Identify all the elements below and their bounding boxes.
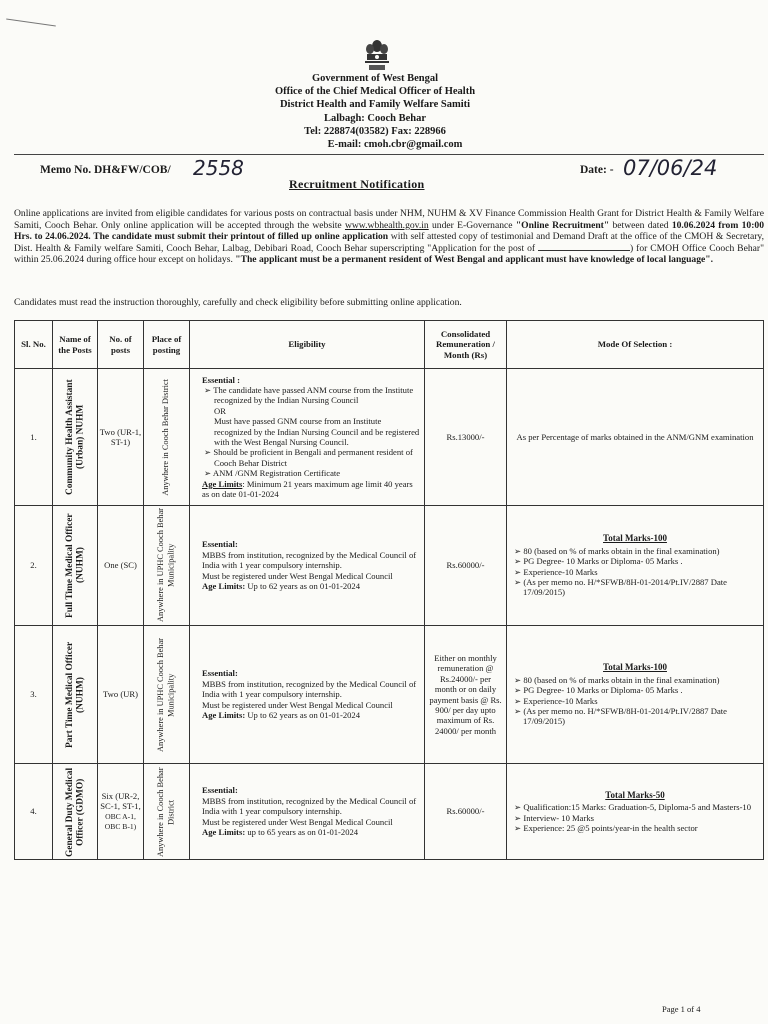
- eligibility-item: ➢ Should be proficient in Bengali and permanent resident of Cooch Behar District: [204, 447, 413, 468]
- row-place: Anywhere in UPHC Cooch Behar Municipality: [156, 637, 176, 752]
- row-sl-no: 4.: [15, 764, 53, 860]
- age-limits-label: Age Limits:: [202, 581, 246, 592]
- date-handwritten-value: 07/06/24: [623, 156, 718, 180]
- selection-item: ➢ 80 (based on % of marks obtain in the final examination): [514, 545, 720, 556]
- intro-text-6: ) for CMOH Office Cooch Behar" within 25.06.2024 during office hour except on holidays.: [14, 242, 765, 266]
- selection-item: ➢ Experience-10 Marks: [514, 695, 598, 706]
- row-place-cell: [144, 506, 190, 626]
- age-limits-label: Age Limits:: [202, 710, 246, 721]
- header-eligibility: Eligibility: [190, 321, 425, 369]
- row-mode-of-selection: [507, 626, 764, 764]
- total-marks: Total Marks-100: [603, 533, 667, 544]
- scan-mark: [6, 19, 56, 27]
- website-link[interactable]: www.wbhealth.gov.in: [344, 219, 429, 231]
- eligibility-item: MBBS from institution, recognized by the Medical Council of India with 1 year compulsory internship.: [202, 678, 417, 700]
- essential-label: Essential:: [202, 668, 238, 679]
- row-post-name-cell: [53, 764, 98, 860]
- table-row: [15, 369, 764, 506]
- intro-text-3: between dated: [609, 219, 672, 231]
- header-remuneration: Consolidated Remuneration / Month (Rs): [425, 321, 507, 369]
- eligibility-item: MBBS from institution, recognized by the Medical Council of India with 1 year compulsory internship.: [202, 795, 417, 817]
- header-phone: Tel: 228874(03582) Fax: 228966: [304, 125, 446, 137]
- intro-text-5: with self attested copy of testimonial and Demand Draft at the office of the CMOH & Secretary, Dist. Health & Family welfare Samiti, Cooch Behar, Lalbag, Debibari Road, Cooch Behar superscripting "Application for the post of: [14, 231, 764, 254]
- header-sl-no: Sl. No.: [15, 321, 53, 369]
- selection-item: ➢ Qualification:15 Marks: Graduation-5, Diploma-5 and Masters-10: [514, 802, 752, 813]
- row-remuneration: Rs.60000/-: [425, 764, 507, 860]
- row-place-cell: [144, 764, 190, 860]
- selection-item: ➢ (As per memo no. H/*SFWB/8H-01-2014/Pt.IV/2887 Date 17/09/2015): [514, 705, 727, 727]
- age-limits-value: up to 65 years as on 01-01-2024: [245, 827, 359, 838]
- age-limits: [202, 581, 420, 591]
- online-recruitment-text: "Online Recruitment": [515, 219, 610, 231]
- row-no-of-posts: Two (UR): [98, 626, 144, 764]
- eligibility-item: MBBS from institution, recognized by the Medical Council of India with 1 year compulsory internship.: [202, 549, 417, 571]
- row-sl-no: 2.: [15, 506, 53, 626]
- row-sl-no: 1.: [15, 369, 53, 506]
- table-row: [15, 764, 764, 860]
- header-government: Government of West Bengal: [311, 73, 439, 84]
- row-remuneration: Either on monthly remuneration @ Rs.24000/- per month or on daily payment basis @ Rs. 900/ per day upto maximum of Rs. 24000/ per month: [425, 626, 507, 764]
- memo-date: [580, 156, 718, 180]
- row-place: Anywhere in Cooch Behar District: [156, 766, 176, 857]
- age-limits: [202, 710, 420, 720]
- header-samiti: District Health and Family Welfare Samiti: [279, 99, 471, 111]
- row-place-cell: [144, 369, 190, 506]
- row-eligibility: [190, 626, 425, 764]
- post-name-blank: [538, 243, 630, 251]
- age-limits: [202, 827, 420, 837]
- row-remuneration: Rs.13000/-: [425, 369, 507, 506]
- row-eligibility: [190, 764, 425, 860]
- selection-item: ➢ (As per memo no. H/*SFWB/8H-01-2014/Pt.IV/2887 Date 17/09/2015): [514, 576, 727, 598]
- memo-handwritten-number: 2558: [193, 156, 244, 180]
- eligibility-item: Must be registered under West Bengal Medical Council: [202, 816, 393, 827]
- header-post-name: Name of the Posts: [53, 321, 98, 369]
- age-limits-label: Age Limits:: [202, 827, 246, 838]
- row-post-name-cell: [53, 626, 98, 764]
- application-dates: 10.06.2024 from 10:00 Hrs. to 24.06.2024.: [14, 219, 765, 243]
- header-no-of-posts: No. of posts: [98, 321, 144, 369]
- row-place-cell: [144, 626, 190, 764]
- row-no-of-posts: [98, 764, 144, 860]
- header-email: E-mail: cmoh.cbr@gmail.com: [327, 139, 463, 151]
- row-eligibility: [190, 506, 425, 626]
- row-post-name-cell: [53, 369, 98, 506]
- header-address: Lalbagh: Cooch Behar: [323, 112, 427, 124]
- header-office: Office of the Chief Medical Officer of Health: [274, 86, 476, 98]
- row-remuneration: Rs.60000/-: [425, 506, 507, 626]
- header-divider: [14, 154, 764, 155]
- selection-item: ➢ 80 (based on % of marks obtain in the final examination): [514, 674, 720, 685]
- essential-label: Essential :: [202, 374, 240, 385]
- residency-requirement: "The applicant must be a permanent resident of West Bengal and applicant must have knowledge of local language".: [235, 254, 714, 266]
- row-post-name: Community Health Assistant (Urban) NUHM: [64, 379, 85, 495]
- total-marks: Total Marks-100: [603, 662, 667, 673]
- row-mode-of-selection: As per Percentage of marks obtained in the ANM/GNM examination: [507, 369, 764, 506]
- row-post-name: Part Time Medical Officer (NUHM): [64, 641, 85, 748]
- intro-text-2: under E-Governance: [428, 219, 516, 231]
- header-mode-of-selection: Mode Of Selection :: [507, 321, 764, 369]
- selection-item: ➢ Experience: 25 @5 points/year-in the health sector: [514, 822, 698, 833]
- age-limits-value: Up to 62 years as on 01-01-2024: [245, 710, 361, 721]
- intro-text-1: Online applications are invited from eligible candidates for various posts on contractual basis under NHM, NUHM & XV Finance Commission Health Grant for District Health & Family Welfare Samiti, Cooch Behar. Only online application will be accepted through the website: [14, 208, 764, 231]
- selection-item: ➢ PG Degree- 10 Marks or Diploma- 05 Marks .: [514, 556, 683, 567]
- eligibility-item: ➢ ANM /GNM Registration Certificate: [204, 468, 341, 479]
- table-header-row: [15, 321, 764, 369]
- eligibility-item: Must be registered under West Bengal Medical Council: [202, 570, 393, 581]
- posts-table: [14, 320, 764, 860]
- row-sl-no: 3.: [15, 626, 53, 764]
- posts-count-obc: OBC A-1, OBC B-1): [104, 811, 137, 831]
- essential-label: Essential:: [202, 785, 238, 796]
- selection-item: ➢ Experience-10 Marks: [514, 566, 598, 577]
- instruction-note: Candidates must read the instruction thoroughly, carefully and check eligibility before submitting online application.: [14, 297, 462, 308]
- row-mode-of-selection: [507, 506, 764, 626]
- row-post-name: General Duty Medical Officer (GDMO): [64, 766, 85, 857]
- eligibility-or: OR: [214, 405, 226, 416]
- row-post-name-cell: [53, 506, 98, 626]
- state-emblem-icon: [363, 38, 391, 74]
- age-limits-label: Age Limits: [202, 478, 243, 489]
- memo-number: [40, 156, 244, 180]
- age-limits: [202, 479, 420, 500]
- header-place-of-posting: Place of posting: [144, 321, 190, 369]
- age-limits-value: : Minimum 21 years maximum age limit 40 years as on date 01-01-2024: [202, 478, 413, 500]
- eligibility-item: Must have passed GNM course from an Institute recognized by the Indian Nursing Council and be registered with the West Bengal Nursing Council.: [214, 416, 420, 447]
- date-label: Date: -: [580, 164, 614, 176]
- essential-label: Essential:: [202, 539, 238, 550]
- posts-count: Six (UR-2, SC-1, ST-1,: [100, 790, 141, 812]
- age-limits-value: Up to 62 years as on 01-01-2024: [245, 581, 361, 592]
- memo-label: Memo No. DH&FW/COB/: [40, 164, 171, 176]
- eligibility-item: Must be registered under West Bengal Medical Council: [202, 699, 393, 710]
- row-eligibility: [190, 369, 425, 506]
- eligibility-item: ➢ The candidate have passed ANM course from the Institute recognized by the Indian Nursing Council: [204, 384, 414, 406]
- page-number: Page 1 of 4: [662, 1004, 701, 1014]
- submit-printout-text: The candidate must submit their printout of filled up online application: [90, 231, 389, 243]
- selection-item: ➢ Interview- 10 Marks: [514, 812, 594, 823]
- row-no-of-posts: One (SC): [98, 506, 144, 626]
- row-no-of-posts: Two (UR-1, ST-1): [98, 369, 144, 506]
- table-row: [15, 626, 764, 764]
- row-mode-of-selection: [507, 764, 764, 860]
- page-title: Recruitment Notification: [289, 177, 425, 191]
- row-place: Anywhere in Cooch Behar District: [161, 378, 171, 496]
- intro-paragraph: [14, 208, 764, 266]
- selection-item: ➢ PG Degree- 10 Marks or Diploma- 05 Marks .: [514, 685, 683, 696]
- office-header: [200, 72, 550, 151]
- table-row: [15, 506, 764, 626]
- row-place: Anywhere in UPHC Cooch Behar Municipality: [156, 508, 176, 623]
- total-marks: Total Marks-50: [605, 789, 665, 800]
- row-post-name: Full Time Medical Officer (NUHM): [64, 513, 85, 618]
